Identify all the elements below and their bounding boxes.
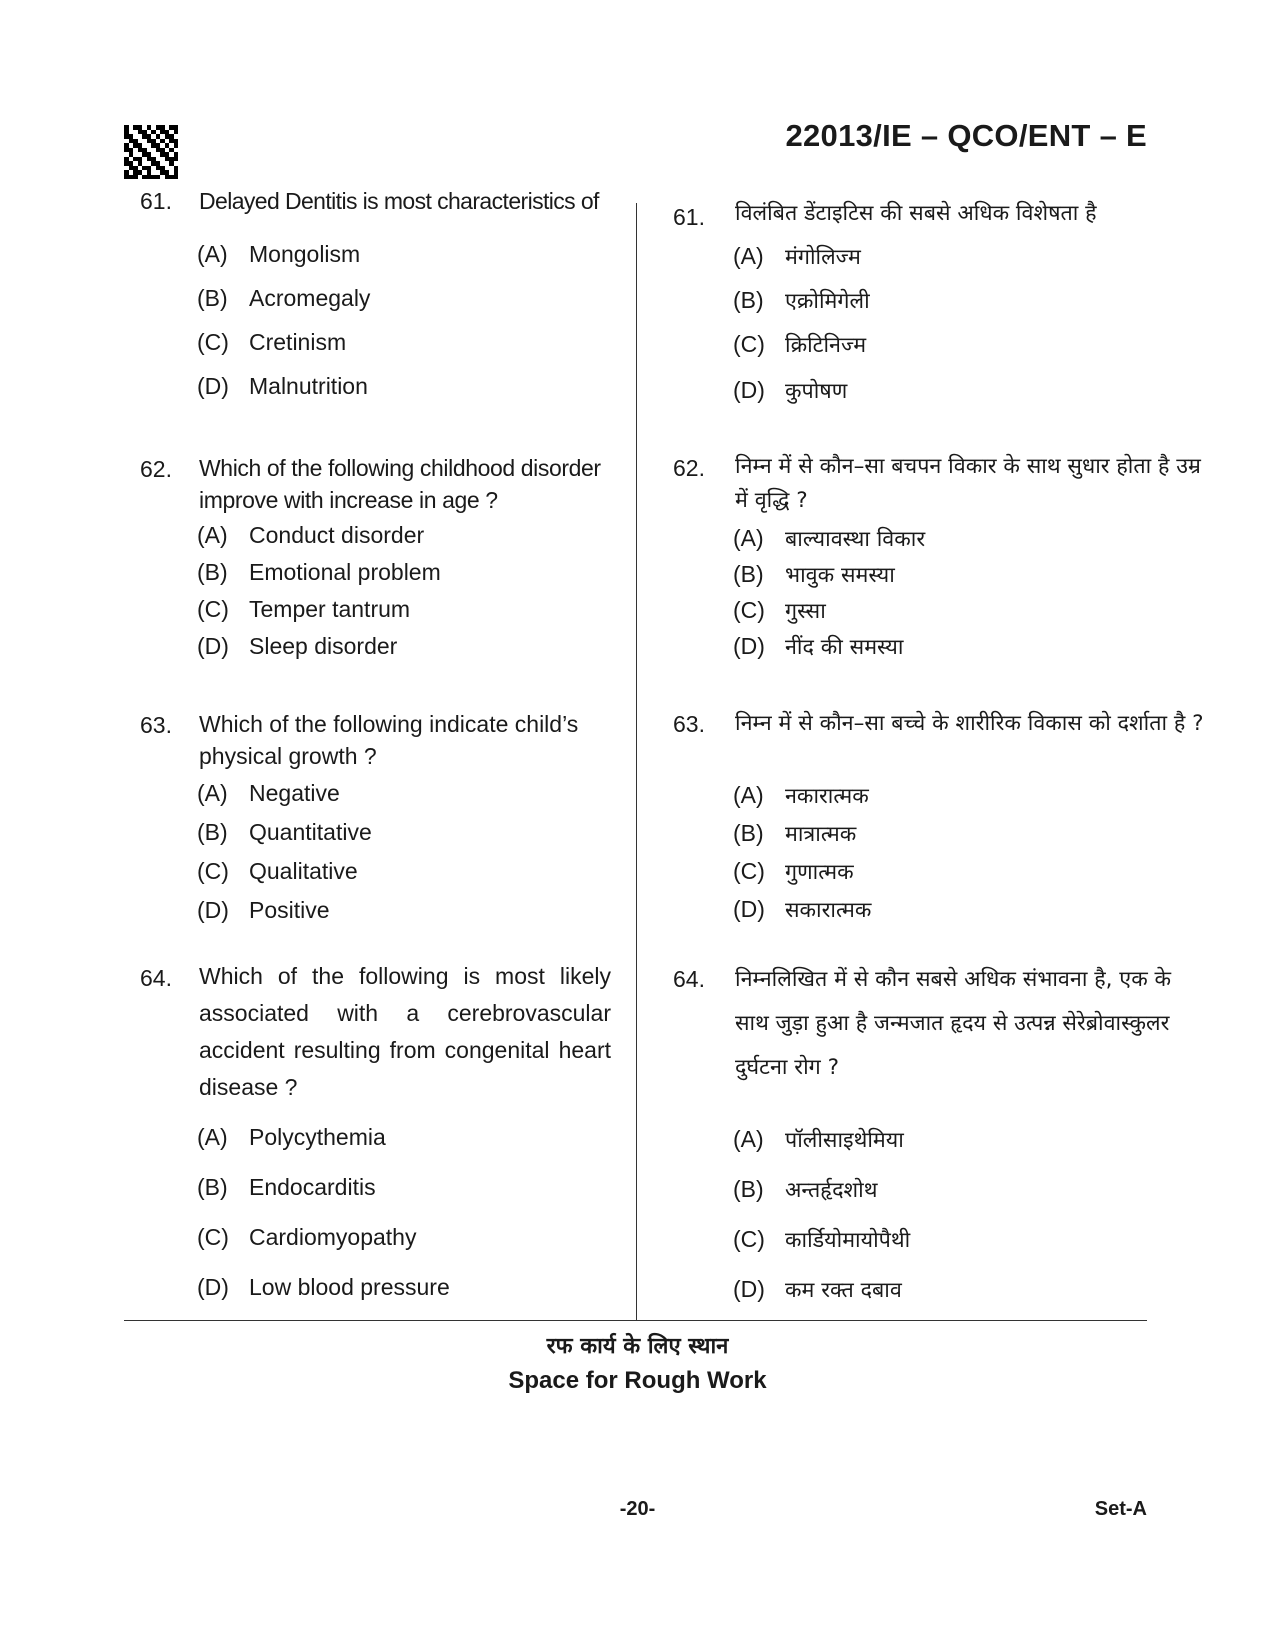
option-a bbox=[733, 1125, 904, 1154]
option-c bbox=[197, 1224, 416, 1251]
option-a bbox=[197, 780, 340, 807]
option-d bbox=[197, 897, 330, 924]
option-b bbox=[733, 286, 870, 315]
option-a bbox=[197, 241, 360, 268]
option-text: क्रिटिनिज्म bbox=[785, 333, 867, 358]
option-label: (A) bbox=[197, 780, 228, 806]
option-text: नींद की समस्या bbox=[785, 635, 904, 660]
question-text: निम्नलिखित में से कौन सबसे अधिक संभावना है, एक के साथ जुड़ा हुआ है जन्मजात हृदय से उत्पन्न सेरेब्रोवास्कुलर दुर्घटना रोग ? bbox=[735, 967, 1172, 1080]
option-text: Quantitative bbox=[249, 819, 372, 845]
footer-divider bbox=[124, 1320, 1147, 1321]
option-text: मंगोलिज्म bbox=[785, 245, 861, 270]
option-d bbox=[733, 895, 871, 924]
question-number: 63. bbox=[673, 711, 705, 737]
option-c bbox=[733, 1225, 910, 1254]
question-text: विलंबित डेंटाइटिस की सबसे अधिक विशेषता है bbox=[735, 201, 1097, 226]
question-number: 61. bbox=[140, 188, 172, 214]
option-label: (A) bbox=[733, 782, 764, 808]
option-text: Conduct disorder bbox=[249, 522, 425, 548]
page-number: -20- bbox=[619, 1498, 656, 1520]
option-b bbox=[733, 1175, 877, 1204]
question-number: 61. bbox=[673, 204, 705, 230]
option-b bbox=[733, 560, 895, 589]
option-label: (B) bbox=[733, 1176, 764, 1202]
option-d bbox=[733, 376, 847, 405]
option-d bbox=[733, 632, 903, 661]
qr-code bbox=[124, 125, 178, 179]
option-b bbox=[197, 285, 370, 312]
option-text: कुपोषण bbox=[785, 379, 848, 404]
option-text: Emotional problem bbox=[249, 559, 441, 585]
option-label: (C) bbox=[197, 1224, 229, 1250]
set-label: Set-A bbox=[1094, 1498, 1147, 1520]
option-text: भावुक समस्या bbox=[785, 563, 895, 588]
option-c bbox=[733, 330, 866, 359]
paper-code: 22013/IE – QCO/ENT – E bbox=[785, 118, 1147, 153]
option-a bbox=[197, 522, 424, 549]
option-label: (C) bbox=[197, 858, 229, 884]
option-a bbox=[197, 1124, 386, 1151]
option-text: कार्डियोमायोपैथी bbox=[785, 1228, 911, 1253]
option-c bbox=[733, 596, 826, 625]
option-label: (D) bbox=[197, 633, 229, 659]
option-label: (B) bbox=[733, 820, 764, 846]
option-d bbox=[197, 373, 368, 400]
question-text: Delayed Dentitis is most characteristics of bbox=[199, 188, 599, 214]
column-divider bbox=[636, 203, 637, 1320]
option-label: (C) bbox=[733, 1226, 765, 1252]
question-text: Which of the following is most likely associated with a cerebrovascular accident resulting from congenital heart disease ? bbox=[199, 963, 611, 1100]
option-label: (D) bbox=[733, 896, 765, 922]
option-text: Positive bbox=[249, 897, 330, 923]
option-text: Qualitative bbox=[249, 858, 358, 884]
question-number: 62. bbox=[140, 456, 172, 482]
option-label: (C) bbox=[733, 858, 765, 884]
option-b bbox=[197, 819, 372, 846]
option-text: Endocarditis bbox=[249, 1174, 376, 1200]
option-text: Polycythemia bbox=[249, 1124, 386, 1150]
option-text: Cretinism bbox=[249, 329, 347, 355]
option-c bbox=[197, 329, 346, 356]
option-label: (A) bbox=[197, 522, 228, 548]
option-label: (A) bbox=[733, 1126, 764, 1152]
option-label: (A) bbox=[733, 243, 764, 269]
option-label: (D) bbox=[733, 633, 765, 659]
option-a bbox=[733, 242, 861, 271]
option-d bbox=[197, 633, 397, 660]
option-text: बाल्यावस्था विकार bbox=[785, 527, 926, 552]
option-b bbox=[733, 819, 856, 848]
option-c bbox=[197, 858, 358, 885]
question-number: 63. bbox=[140, 712, 172, 738]
option-label: (B) bbox=[733, 561, 764, 587]
option-text: Negative bbox=[249, 780, 340, 806]
option-label: (C) bbox=[197, 596, 229, 622]
question-number: 64. bbox=[140, 965, 172, 991]
option-text: नकारात्मक bbox=[785, 784, 869, 809]
option-b bbox=[197, 559, 441, 586]
option-text: Malnutrition bbox=[249, 373, 368, 399]
option-text: अन्तर्हृदशोथ bbox=[785, 1178, 878, 1203]
option-text: सकारात्मक bbox=[785, 898, 872, 923]
option-text: गुस्सा bbox=[785, 599, 826, 624]
option-label: (D) bbox=[197, 373, 229, 399]
option-label: (B) bbox=[197, 819, 228, 845]
option-label: (C) bbox=[733, 331, 765, 357]
option-d bbox=[197, 1274, 450, 1301]
option-a bbox=[733, 781, 869, 810]
option-label: (B) bbox=[197, 1174, 228, 1200]
option-label: (A) bbox=[197, 1124, 228, 1150]
option-text: पॉलीसाइथेमिया bbox=[785, 1128, 904, 1153]
option-label: (C) bbox=[197, 329, 229, 355]
question-text: Which of the following indicate child’s physical growth ? bbox=[199, 711, 579, 769]
option-a bbox=[733, 524, 925, 553]
question-number: 64. bbox=[673, 966, 705, 992]
question-text: निम्न में से कौन–सा बचपन विकार के साथ सुधार होता है उम्र में वृद्धि ? bbox=[735, 454, 1201, 513]
option-label: (C) bbox=[733, 597, 765, 623]
option-text: Sleep disorder bbox=[249, 633, 398, 659]
option-label: (D) bbox=[197, 897, 229, 923]
option-c bbox=[197, 596, 410, 623]
option-label: (D) bbox=[197, 1274, 229, 1300]
option-label: (B) bbox=[197, 559, 228, 585]
option-text: गुणात्मक bbox=[785, 860, 854, 885]
option-label: (A) bbox=[733, 525, 764, 551]
option-text: कम रक्त दबाव bbox=[785, 1278, 902, 1303]
rough-work-heading-hindi: रफ कार्य के लिए स्थान bbox=[546, 1334, 729, 1359]
option-text: Temper tantrum bbox=[249, 596, 411, 622]
option-text: Low blood pressure bbox=[249, 1274, 450, 1300]
option-d bbox=[733, 1275, 902, 1304]
option-text: Cardiomyopathy bbox=[249, 1224, 417, 1250]
option-label: (D) bbox=[733, 377, 765, 403]
option-label: (D) bbox=[733, 1276, 765, 1302]
option-b bbox=[197, 1174, 376, 1201]
question-text: Which of the following childhood disorder improve with increase in age ? bbox=[199, 455, 601, 513]
rough-work-heading: Space for Rough Work bbox=[508, 1367, 767, 1394]
option-label: (A) bbox=[197, 241, 228, 267]
option-text: Acromegaly bbox=[249, 285, 371, 311]
option-c bbox=[733, 857, 854, 886]
option-text: Mongolism bbox=[249, 241, 361, 267]
question-text: निम्न में से कौन–सा बच्चे के शारीरिक विकास को दर्शाता है ? bbox=[735, 711, 1204, 736]
question-number: 62. bbox=[673, 455, 705, 481]
option-label: (B) bbox=[733, 287, 764, 313]
option-text: एक्रोमिगेली bbox=[785, 289, 870, 314]
option-text: मात्रात्मक bbox=[785, 822, 857, 847]
option-label: (B) bbox=[197, 285, 228, 311]
